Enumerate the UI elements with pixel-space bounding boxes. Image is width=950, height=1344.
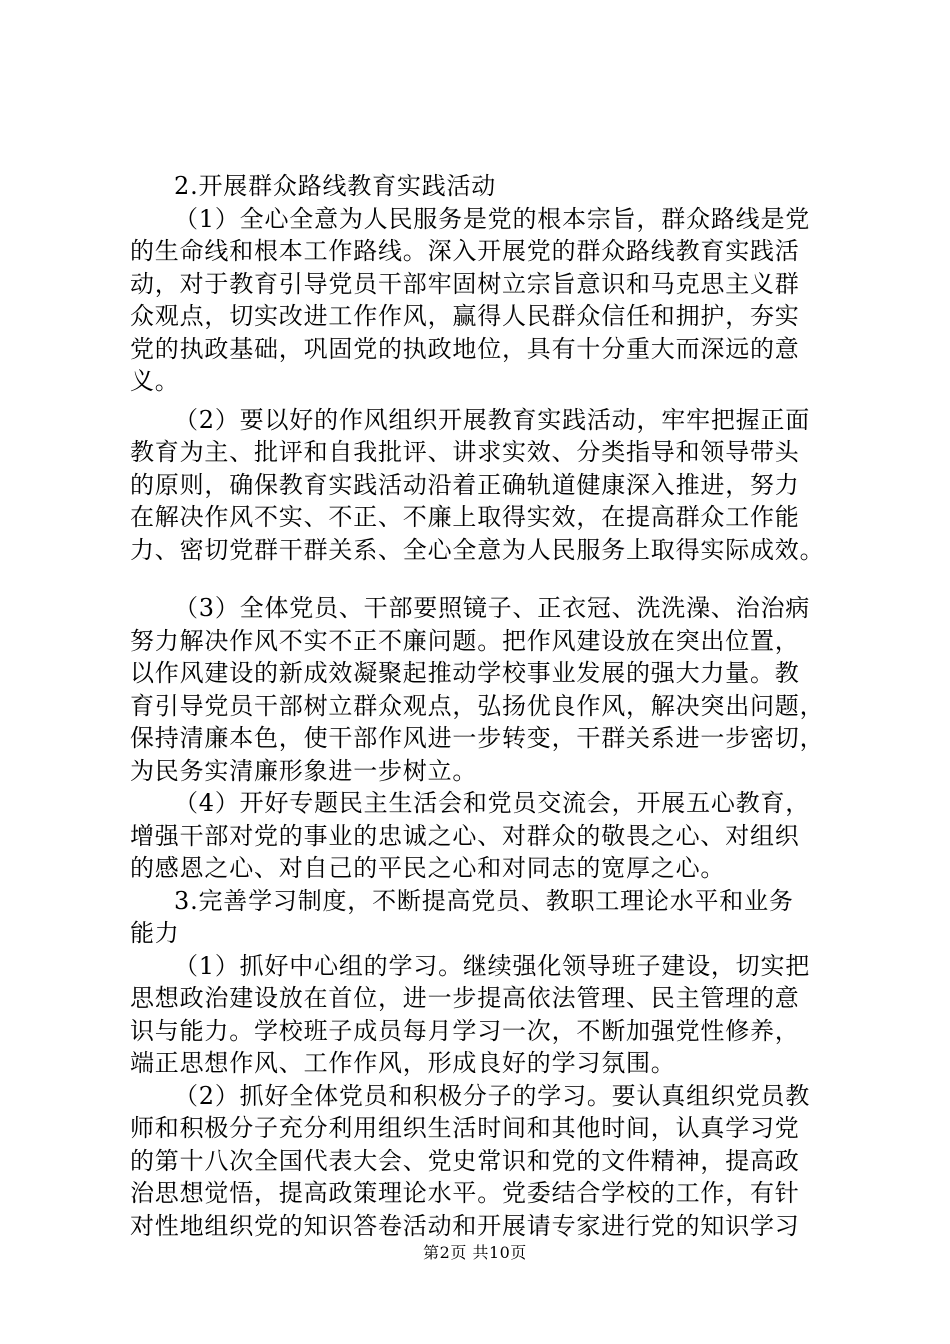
text-line: （1）抓好中心组的学习。继续强化领导班子建设，切实把 bbox=[174, 951, 811, 980]
text-line: 治思想觉悟，提高政策理论水平。党委结合学校的工作，有针 bbox=[130, 1179, 800, 1207]
text-line: （2）要以好的作风组织开展教育实践活动，牢牢把握正面 bbox=[174, 405, 811, 434]
paragraph bbox=[130, 950, 845, 1080]
text-line: 党的执政基础，巩固党的执政地位，具有十分重大而深远的意 bbox=[130, 334, 800, 363]
text-line: （2）抓好全体党员和积极分子的学习。要认真组织党员教 bbox=[174, 1081, 811, 1110]
text-line: 增强干部对党的事业的忠诚之心、对群众的敬畏之心、对组织 bbox=[130, 821, 800, 850]
paragraph bbox=[130, 1080, 845, 1243]
paragraph bbox=[130, 787, 845, 885]
text-line: 的生命线和根本工作路线。深入开展党的群众路线教育实践活 bbox=[130, 237, 800, 265]
text-line: 育引导党员干部树立群众观点，弘扬优良作风，解决突出问题， bbox=[130, 691, 825, 720]
text-line: 的第十八次全国代表大会、党史常识和党的文件精神，提高政 bbox=[130, 1146, 800, 1175]
text-line: 力、密切党群干群关系、全心全意为人民服务上取得实际成效。 bbox=[130, 535, 825, 564]
text-line: 保持清廉本色，使干部作风进一步转变，干群关系进一步密切， bbox=[130, 724, 825, 752]
text-line: 动，对于教育引导党员干部牢固树立宗旨意识和马克思主义群 bbox=[130, 269, 800, 298]
text-line: 为民务实清廉形象进一步树立。 bbox=[130, 756, 478, 785]
text-line: 思想政治建设放在首位，进一步提高依法管理、民主管理的意 bbox=[130, 984, 800, 1012]
text-line: 的感恩之心、对自己的平民之心和对同志的宽厚之心。 bbox=[130, 854, 726, 882]
text-line: （4）开好专题民主生活会和党员交流会，开展五心教育， bbox=[174, 789, 811, 817]
text-line: （3）全体党员、干部要照镜子、正衣冠、洗洗澡、治治病 bbox=[174, 594, 811, 622]
paragraph bbox=[130, 404, 845, 567]
paragraph bbox=[130, 592, 845, 787]
text-line: 识与能力。学校班子成员每月学习一次，不断加强党性修养， bbox=[130, 1016, 800, 1045]
text-line: 众观点，切实改进工作作风，赢得人民群众信任和拥护，夯实 bbox=[130, 302, 800, 330]
text-line: 端正思想作风、工作作风，形成良好的学习氛围。 bbox=[130, 1049, 676, 1077]
paragraph bbox=[130, 203, 845, 398]
section-heading: 2.开展群众路线教育实践活动 bbox=[174, 172, 497, 200]
text-line: 教育为主、批评和自我批评、讲求实效、分类指导和领导带头 bbox=[130, 438, 800, 466]
text-line: 对性地组织党的知识答卷活动和开展请专家进行党的知识学习 bbox=[130, 1211, 800, 1240]
section-heading-continued: 能力 bbox=[130, 919, 180, 947]
text-line: 的原则，确保教育实践活动沿着正确轨道健康深入推进，努力 bbox=[130, 470, 800, 499]
page-footer: 第2页 共10页 bbox=[423, 1243, 527, 1262]
text-line: 义。 bbox=[130, 367, 180, 395]
section-heading: 3.完善学习制度，不断提高党员、教职工理论水平和业务 bbox=[174, 886, 794, 915]
text-line: 努力解决作风不实不正不廉问题。把作风建设放在突出位置， bbox=[130, 626, 800, 655]
text-line: 师和积极分子充分利用组织生活时间和其他时间，认真学习党 bbox=[130, 1114, 800, 1142]
document-body bbox=[130, 170, 845, 1242]
text-line: 以作风建设的新成效凝聚起推动学校事业发展的强大力量。教 bbox=[130, 659, 800, 687]
text-line: 在解决作风不实、不正、不廉上取得实效，在提高群众工作能 bbox=[130, 503, 800, 531]
text-line: （1）全心全意为人民服务是党的根本宗旨，群众路线是党 bbox=[174, 204, 811, 233]
